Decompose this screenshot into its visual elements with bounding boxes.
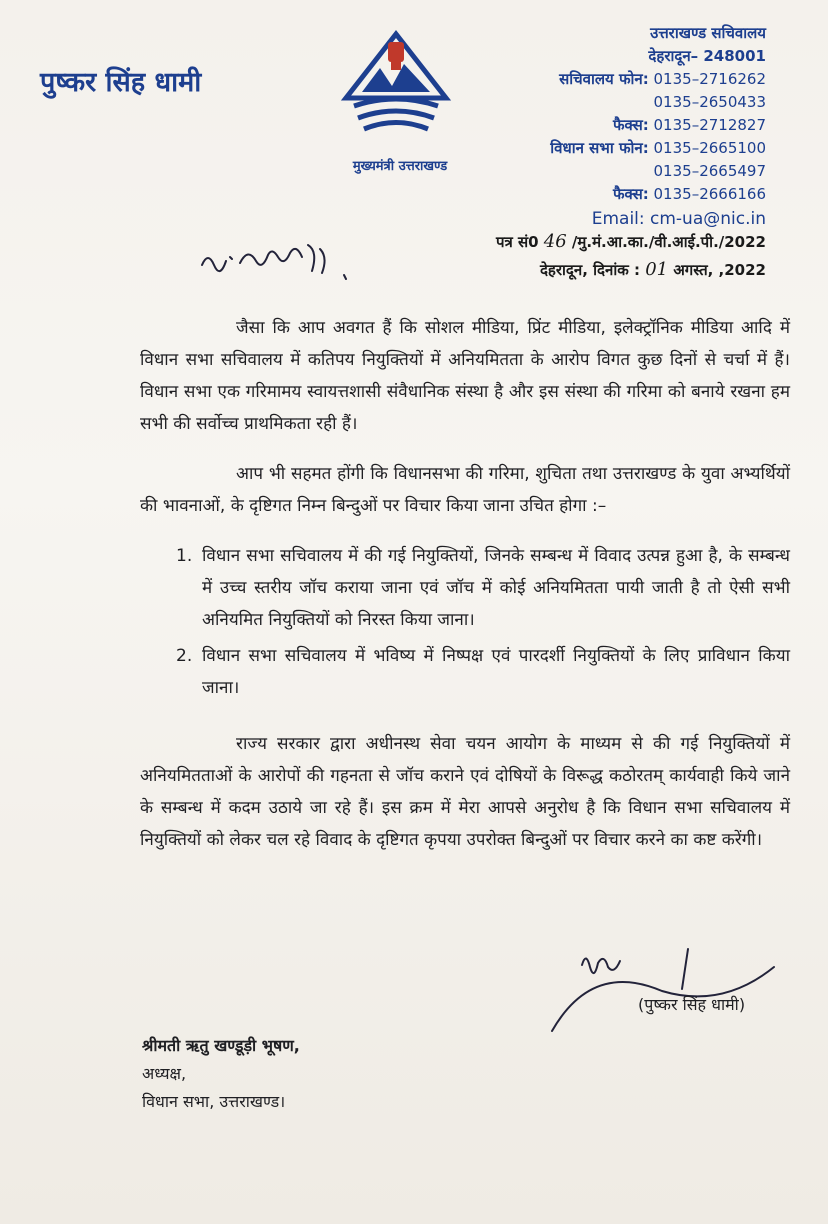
- signer-name: (पुष्कर सिंह धामी): [638, 995, 746, 1014]
- letter-number-prefix: पत्र सं0: [495, 233, 539, 251]
- sender-name: पुष्कर सिंह धामी: [40, 67, 202, 98]
- addressee-name: श्रीमती ऋतु खण्डूड़ी भूषण,: [142, 1036, 300, 1055]
- fax-label-2: फैक्स:: [612, 185, 649, 203]
- assembly-phone-label: विधान सभा फोन:: [550, 139, 649, 157]
- list-item-text: विधान सभा सचिवालय में की गई नियुक्तियों, जिनके सम्बन्ध में विवाद उत्पन्न हुआ है, के सम्बन्ध में उच्च स्तरीय जॉच कराया जाना एवं जॉच में कोई अनियमितता पायी जाती है तो ऐसी सभी अनियमित नियुक्तियों को निरस्त किया जाना।: [202, 546, 790, 630]
- points-list: [140, 540, 790, 704]
- uttarakhand-emblem-icon: [340, 28, 452, 140]
- addressee-org: विधान सभा, उत्तराखण्ड।: [142, 1092, 286, 1111]
- assembly-phone-1: 0135–2665100: [653, 139, 766, 157]
- date-line: [496, 256, 766, 284]
- office-name: उत्तराखण्ड सचिवालय: [650, 24, 766, 42]
- email-address: Email: cm-ua@nic.in: [591, 209, 766, 229]
- list-item-number: 2.: [176, 646, 193, 666]
- letter-number-suffix: /मु.मं.आ.का./वी.आई.पी./2022: [571, 233, 766, 251]
- assembly-phone-2: 0135–2665497: [653, 162, 766, 180]
- addressee-title: अध्यक्ष,: [142, 1064, 187, 1083]
- paragraph-2: आप भी सहमत होंगी कि विधानसभा की गरिमा, शुचिता तथा उत्तराखण्ड के युवा अभ्यर्थियों की भावनाओं, के दृष्टिगत निम्न बिन्दुओं पर विचार किया जाना उचित होगा :–: [140, 464, 790, 516]
- place: देहरादून,: [539, 261, 588, 279]
- fax-2: 0135–2666166: [653, 185, 766, 203]
- list-item: [176, 540, 790, 636]
- secretariat-phone-1: 0135–2716262: [653, 70, 766, 88]
- contact-block: [550, 22, 766, 231]
- list-item: [176, 640, 790, 704]
- letter-number-handwritten: 46: [543, 231, 567, 252]
- office-city: देहरादून– 248001: [648, 47, 766, 65]
- addressee-block: [142, 1032, 300, 1116]
- date-label: दिनांक :: [593, 261, 640, 279]
- secretariat-phone-label: सचिवालय फोन:: [559, 70, 649, 88]
- handwritten-salutation: [196, 235, 396, 285]
- fax-1: 0135–2712827: [653, 116, 766, 134]
- date-handwritten: 01: [645, 259, 669, 280]
- date-rest: अगस्त, ,2022: [673, 261, 766, 279]
- list-item-text: विधान सभा सचिवालय में भविष्य में निष्पक्ष एवं पारदर्शी नियुक्तियों के लिए प्राविधान किया जाना।: [202, 646, 790, 698]
- letter-body: [140, 312, 790, 874]
- paragraph-1: जैसा कि आप अवगत हैं कि सोशल मीडिया, प्रिंट मीडिया, इलेक्ट्रॉनिक मीडिया आदि में विधान सभा सचिवालय में कतिपय नियुक्तियों में अनियमितता के आरोप विगत कुछ दिनों से चर्चा में हैं। विधान सभा एक गरिमामय स्वायत्तशासी संवैधानिक संस्था है और इस संस्था की गरिमा को बनाये रखना हम सभी की सर्वोच्च प्राथमिकता रही हैं।: [140, 318, 790, 434]
- fax-label-1: फैक्स:: [612, 116, 649, 134]
- letter-number-line: [496, 228, 766, 256]
- reference-block: [496, 228, 766, 284]
- list-item-number: 1.: [176, 546, 193, 566]
- paragraph-3: राज्य सरकार द्वारा अधीनस्थ सेवा चयन आयोग के माध्यम से की गई नियुक्तियों में अनियमितताओं के आरोपों की गहनता से जॉच कराने एवं दोषियों के विरूद्ध कठोरतम् कार्यवाही किये जाने के सम्बन्ध में कदम उठाये जा रहे हैं। इस क्रम में मेरा आपसे अनुरोध है कि विधान सभा सचिवालय में नियुक्तियों को लेकर चल रहे विवाद के दृष्टिगत कृपया उपरोक्त बिन्दुओं पर विचार करने का कष्ट करेंगी।: [140, 734, 790, 850]
- secretariat-phone-2: 0135–2650433: [653, 93, 766, 111]
- emblem-caption: मुख्यमंत्री उत्तराखण्ड: [352, 159, 448, 174]
